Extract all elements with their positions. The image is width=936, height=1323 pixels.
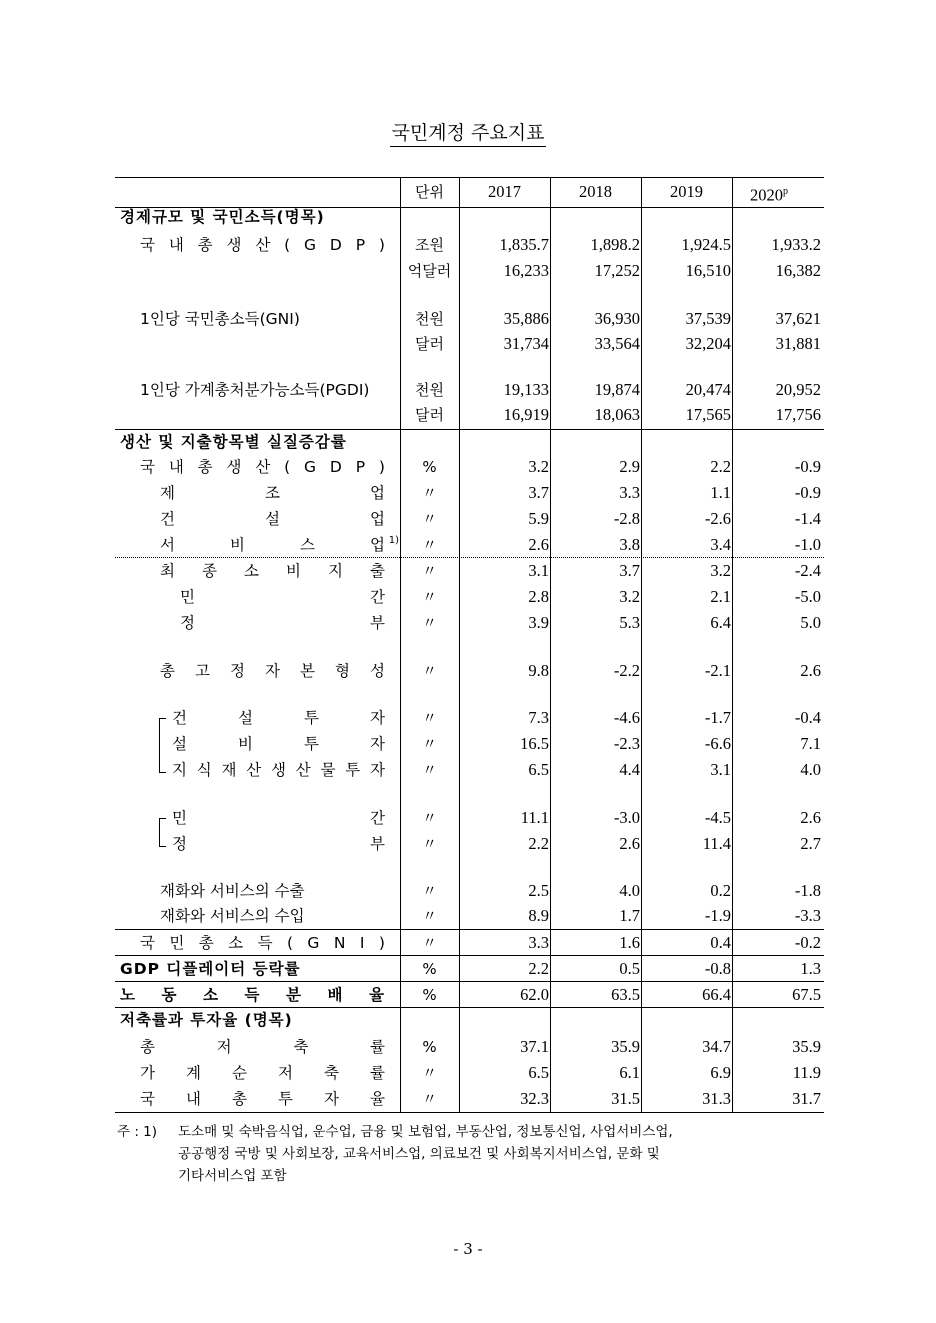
row-unit: 〃	[421, 907, 437, 925]
value-cell: 2.2	[710, 457, 731, 476]
value-cell: 6.1	[619, 1063, 640, 1082]
value-cell: 2.5	[528, 881, 549, 900]
value-cell: 0.5	[619, 959, 640, 978]
value-cell: 2.9	[619, 457, 640, 476]
value-cell: 11.9	[792, 1063, 821, 1082]
table-bottom-rule	[115, 1112, 824, 1113]
value-cell: 4.0	[800, 760, 821, 779]
row-label: 1인당 국민총소득(GNI)	[140, 310, 300, 328]
value-cell: 6.5	[528, 760, 549, 779]
value-cell: 3.9	[528, 613, 549, 632]
value-cell: -2.6	[704, 509, 731, 528]
bracket-investment	[159, 718, 166, 773]
value-cell: 5.0	[800, 613, 821, 632]
value-cell: 9.8	[528, 661, 549, 680]
value-cell: 3.1	[710, 760, 731, 779]
column-divider	[732, 177, 733, 1112]
row-label: 최 종 소 비 지 출	[160, 562, 385, 580]
row-unit: 〃	[421, 761, 437, 779]
value-cell: 31.5	[611, 1089, 640, 1108]
value-cell: 2.6	[528, 535, 549, 554]
row-unit: 억달러	[407, 262, 452, 280]
row-unit: %	[422, 1038, 437, 1056]
value-cell: 3.8	[619, 535, 640, 554]
value-cell: 6.9	[710, 1063, 731, 1082]
value-cell: 16,382	[775, 261, 821, 280]
value-cell: -6.6	[704, 734, 731, 753]
row-unit: 달러	[415, 335, 444, 353]
row-label: 지 식 재 산 생 산 물 투 자	[172, 761, 385, 779]
value-cell: 3.3	[528, 933, 549, 952]
value-cell: -3.3	[794, 906, 821, 925]
row-unit: 〃	[421, 510, 437, 528]
value-cell: 17,565	[685, 405, 731, 424]
value-cell: -2.4	[794, 561, 821, 580]
value-cell: -1.8	[794, 881, 821, 900]
value-cell: -2.2	[613, 661, 640, 680]
value-cell: 3.2	[528, 457, 549, 476]
value-cell: -0.2	[794, 933, 821, 952]
value-cell: 7.3	[528, 708, 549, 727]
value-cell: 16,233	[503, 261, 549, 280]
row-label: 경제규모 및 국민소득(명목)	[120, 208, 325, 226]
page-title: 국민계정 주요지표	[0, 118, 936, 145]
value-cell: 37.1	[520, 1037, 549, 1056]
row-unit: 〃	[421, 562, 437, 580]
value-cell: 7.1	[800, 734, 821, 753]
value-cell: 37,621	[775, 309, 821, 328]
row-unit: 〃	[421, 588, 437, 606]
value-cell: -0.8	[704, 959, 731, 978]
row-unit: %	[422, 986, 437, 1004]
value-cell: 1,835.7	[499, 235, 549, 254]
value-cell: -2.3	[613, 734, 640, 753]
value-cell: 19,874	[594, 380, 640, 399]
row-unit: 조원	[415, 236, 444, 254]
row-label: 서 비 스 업 $^{1)}$	[160, 535, 385, 555]
row-unit: 천원	[415, 310, 444, 328]
value-cell: -0.9	[794, 483, 821, 502]
value-cell: 36,930	[594, 309, 640, 328]
value-cell: -4.5	[704, 808, 731, 827]
row-label: 국 민 총 소 득 ( G N I )	[140, 934, 385, 952]
row-label: 1인당 가계총처분가능소득(PGDI)	[140, 381, 370, 399]
value-cell: 3.4	[710, 535, 731, 554]
value-cell: 32,204	[685, 334, 731, 353]
section-rule	[115, 981, 824, 982]
row-label: GDP 디플레이터 등락률	[120, 960, 301, 978]
row-unit: 〃	[421, 882, 437, 900]
value-cell: 11.4	[702, 834, 731, 853]
row-unit: %	[422, 960, 437, 978]
value-cell: 18,063	[594, 405, 640, 424]
value-cell: 8.9	[528, 906, 549, 925]
value-cell: -1.7	[704, 708, 731, 727]
value-cell: -4.6	[613, 708, 640, 727]
value-cell: 2.2	[528, 834, 549, 853]
value-cell: 2.6	[800, 661, 821, 680]
value-cell: 5.3	[619, 613, 640, 632]
value-cell: 3.7	[528, 483, 549, 502]
value-cell: 19,133	[503, 380, 549, 399]
row-label: 정 부	[180, 614, 385, 632]
row-unit: 〃	[421, 809, 437, 827]
value-cell: 3.2	[619, 587, 640, 606]
value-cell: 0.2	[710, 881, 731, 900]
row-label: 건 설 투 자	[172, 709, 385, 727]
value-cell: 16,510	[685, 261, 731, 280]
value-cell: 17,252	[594, 261, 640, 280]
value-cell: 34.7	[702, 1037, 731, 1056]
value-cell: 31.3	[702, 1089, 731, 1108]
value-cell: -1.0	[794, 535, 821, 554]
value-cell: 4.4	[619, 760, 640, 779]
value-cell: 16.5	[520, 734, 549, 753]
value-cell: -0.4	[794, 708, 821, 727]
row-unit: 〃	[421, 536, 437, 554]
row-unit: 〃	[421, 614, 437, 632]
row-unit: 천원	[415, 381, 444, 399]
note-line: 도소매 및 숙박음식업, 운수업, 금융 및 보험업, 부동산업, 정보통신업, 사업서비스업,	[178, 1124, 673, 1140]
value-cell: 3.7	[619, 561, 640, 580]
table-top-rule	[115, 177, 824, 178]
row-unit: 〃	[421, 735, 437, 753]
value-cell: 31,881	[775, 334, 821, 353]
row-label: 총 고 정 자 본 형 성	[160, 662, 385, 680]
value-cell: 20,952	[775, 380, 821, 399]
value-cell: -2.1	[704, 661, 731, 680]
value-cell: 1,924.5	[681, 235, 731, 254]
value-cell: 63.5	[611, 985, 640, 1004]
header-year: 2019	[670, 182, 703, 201]
value-cell: 6.5	[528, 1063, 549, 1082]
page-number: - 3 -	[453, 1240, 483, 1258]
header-year: 2017	[488, 182, 521, 201]
value-cell: 31.7	[792, 1089, 821, 1108]
row-label: 국 내 총 생 산 ( G D P )	[140, 458, 385, 476]
note-prefix: 주 : 1)	[117, 1124, 158, 1140]
value-cell: -1.4	[794, 509, 821, 528]
value-cell: 1.7	[619, 906, 640, 925]
row-label: 민 간	[180, 588, 385, 606]
value-cell: 35.9	[792, 1037, 821, 1056]
row-unit: 〃	[421, 662, 437, 680]
header-year: 2018	[579, 182, 612, 201]
value-cell: 35,886	[503, 309, 549, 328]
bracket-private-public	[159, 818, 166, 847]
section-rule	[115, 429, 824, 430]
row-label: 생산 및 지출항목별 실질증감률	[120, 433, 347, 451]
row-label: 민 간	[172, 809, 385, 827]
value-cell: -3.0	[613, 808, 640, 827]
row-label: 설 비 투 자	[172, 735, 385, 753]
row-unit: 〃	[421, 709, 437, 727]
footnote-mark: 1)	[388, 535, 399, 546]
value-cell: -1.9	[704, 906, 731, 925]
note-line: 공공행정 국방 및 사회보장, 교육서비스업, 의료보건 및 사회복지서비스업, 문화 및	[178, 1146, 660, 1162]
section-rule	[115, 1007, 824, 1008]
row-label: 노 동 소 득 분 배 율	[120, 986, 385, 1004]
row-unit: %	[422, 458, 437, 476]
dotted-rule	[115, 557, 824, 558]
value-cell: 66.4	[702, 985, 731, 1004]
row-label: 국 내 총 투 자 율	[140, 1090, 385, 1108]
value-cell: -5.0	[794, 587, 821, 606]
value-cell: 2.6	[619, 834, 640, 853]
column-divider	[641, 177, 642, 1112]
row-label: 국 내 총 생 산 ( G D P )	[140, 236, 385, 254]
column-divider	[550, 177, 551, 1112]
value-cell: 3.1	[528, 561, 549, 580]
value-cell: 33,564	[594, 334, 640, 353]
value-cell: 6.4	[710, 613, 731, 632]
row-label: 저축률과 투자율 (명목)	[120, 1011, 293, 1029]
row-unit: 〃	[421, 1090, 437, 1108]
row-unit: 〃	[421, 484, 437, 502]
value-cell: 2.2	[528, 959, 549, 978]
section-rule	[115, 955, 824, 956]
row-label: 총 저 축 률	[140, 1038, 385, 1056]
value-cell: 3.3	[619, 483, 640, 502]
value-cell: 1.1	[710, 483, 731, 502]
value-cell: 31,734	[503, 334, 549, 353]
column-divider	[459, 177, 460, 1112]
value-cell: 1.3	[800, 959, 821, 978]
value-cell: 67.5	[792, 985, 821, 1004]
value-cell: 11.1	[520, 808, 549, 827]
row-label: 정 부	[172, 835, 385, 853]
value-cell: 4.0	[619, 881, 640, 900]
value-cell: 17,756	[775, 405, 821, 424]
value-cell: 62.0	[520, 985, 549, 1004]
value-cell: 32.3	[520, 1089, 549, 1108]
row-unit: 〃	[421, 1064, 437, 1082]
value-cell: 2.6	[800, 808, 821, 827]
value-cell: 5.9	[528, 509, 549, 528]
row-unit: 달러	[415, 406, 444, 424]
header-year: 2020$^p$	[750, 185, 788, 205]
note-line: 기타서비스업 포함	[178, 1168, 287, 1184]
value-cell: 16,919	[503, 405, 549, 424]
row-label: 제 조 업	[160, 484, 385, 502]
value-cell: -2.8	[613, 509, 640, 528]
row-label: 가 계 순 저 축 률	[140, 1064, 385, 1082]
value-cell: 1.6	[619, 933, 640, 952]
value-cell: 2.1	[710, 587, 731, 606]
row-label: 재화와 서비스의 수출	[160, 882, 305, 900]
value-cell: -0.9	[794, 457, 821, 476]
row-unit: 〃	[421, 835, 437, 853]
value-cell: 0.4	[710, 933, 731, 952]
value-cell: 3.2	[710, 561, 731, 580]
value-cell: 1,933.2	[771, 235, 821, 254]
value-cell: 2.8	[528, 587, 549, 606]
header-unit: 단위	[415, 183, 444, 201]
value-cell: 2.7	[800, 834, 821, 853]
row-label: 재화와 서비스의 수입	[160, 907, 305, 925]
row-label: 건 설 업	[160, 510, 385, 528]
value-cell: 20,474	[685, 380, 731, 399]
value-cell: 35.9	[611, 1037, 640, 1056]
section-rule	[115, 929, 824, 930]
row-unit: 〃	[421, 934, 437, 952]
value-cell: 1,898.2	[590, 235, 640, 254]
value-cell: 37,539	[685, 309, 731, 328]
